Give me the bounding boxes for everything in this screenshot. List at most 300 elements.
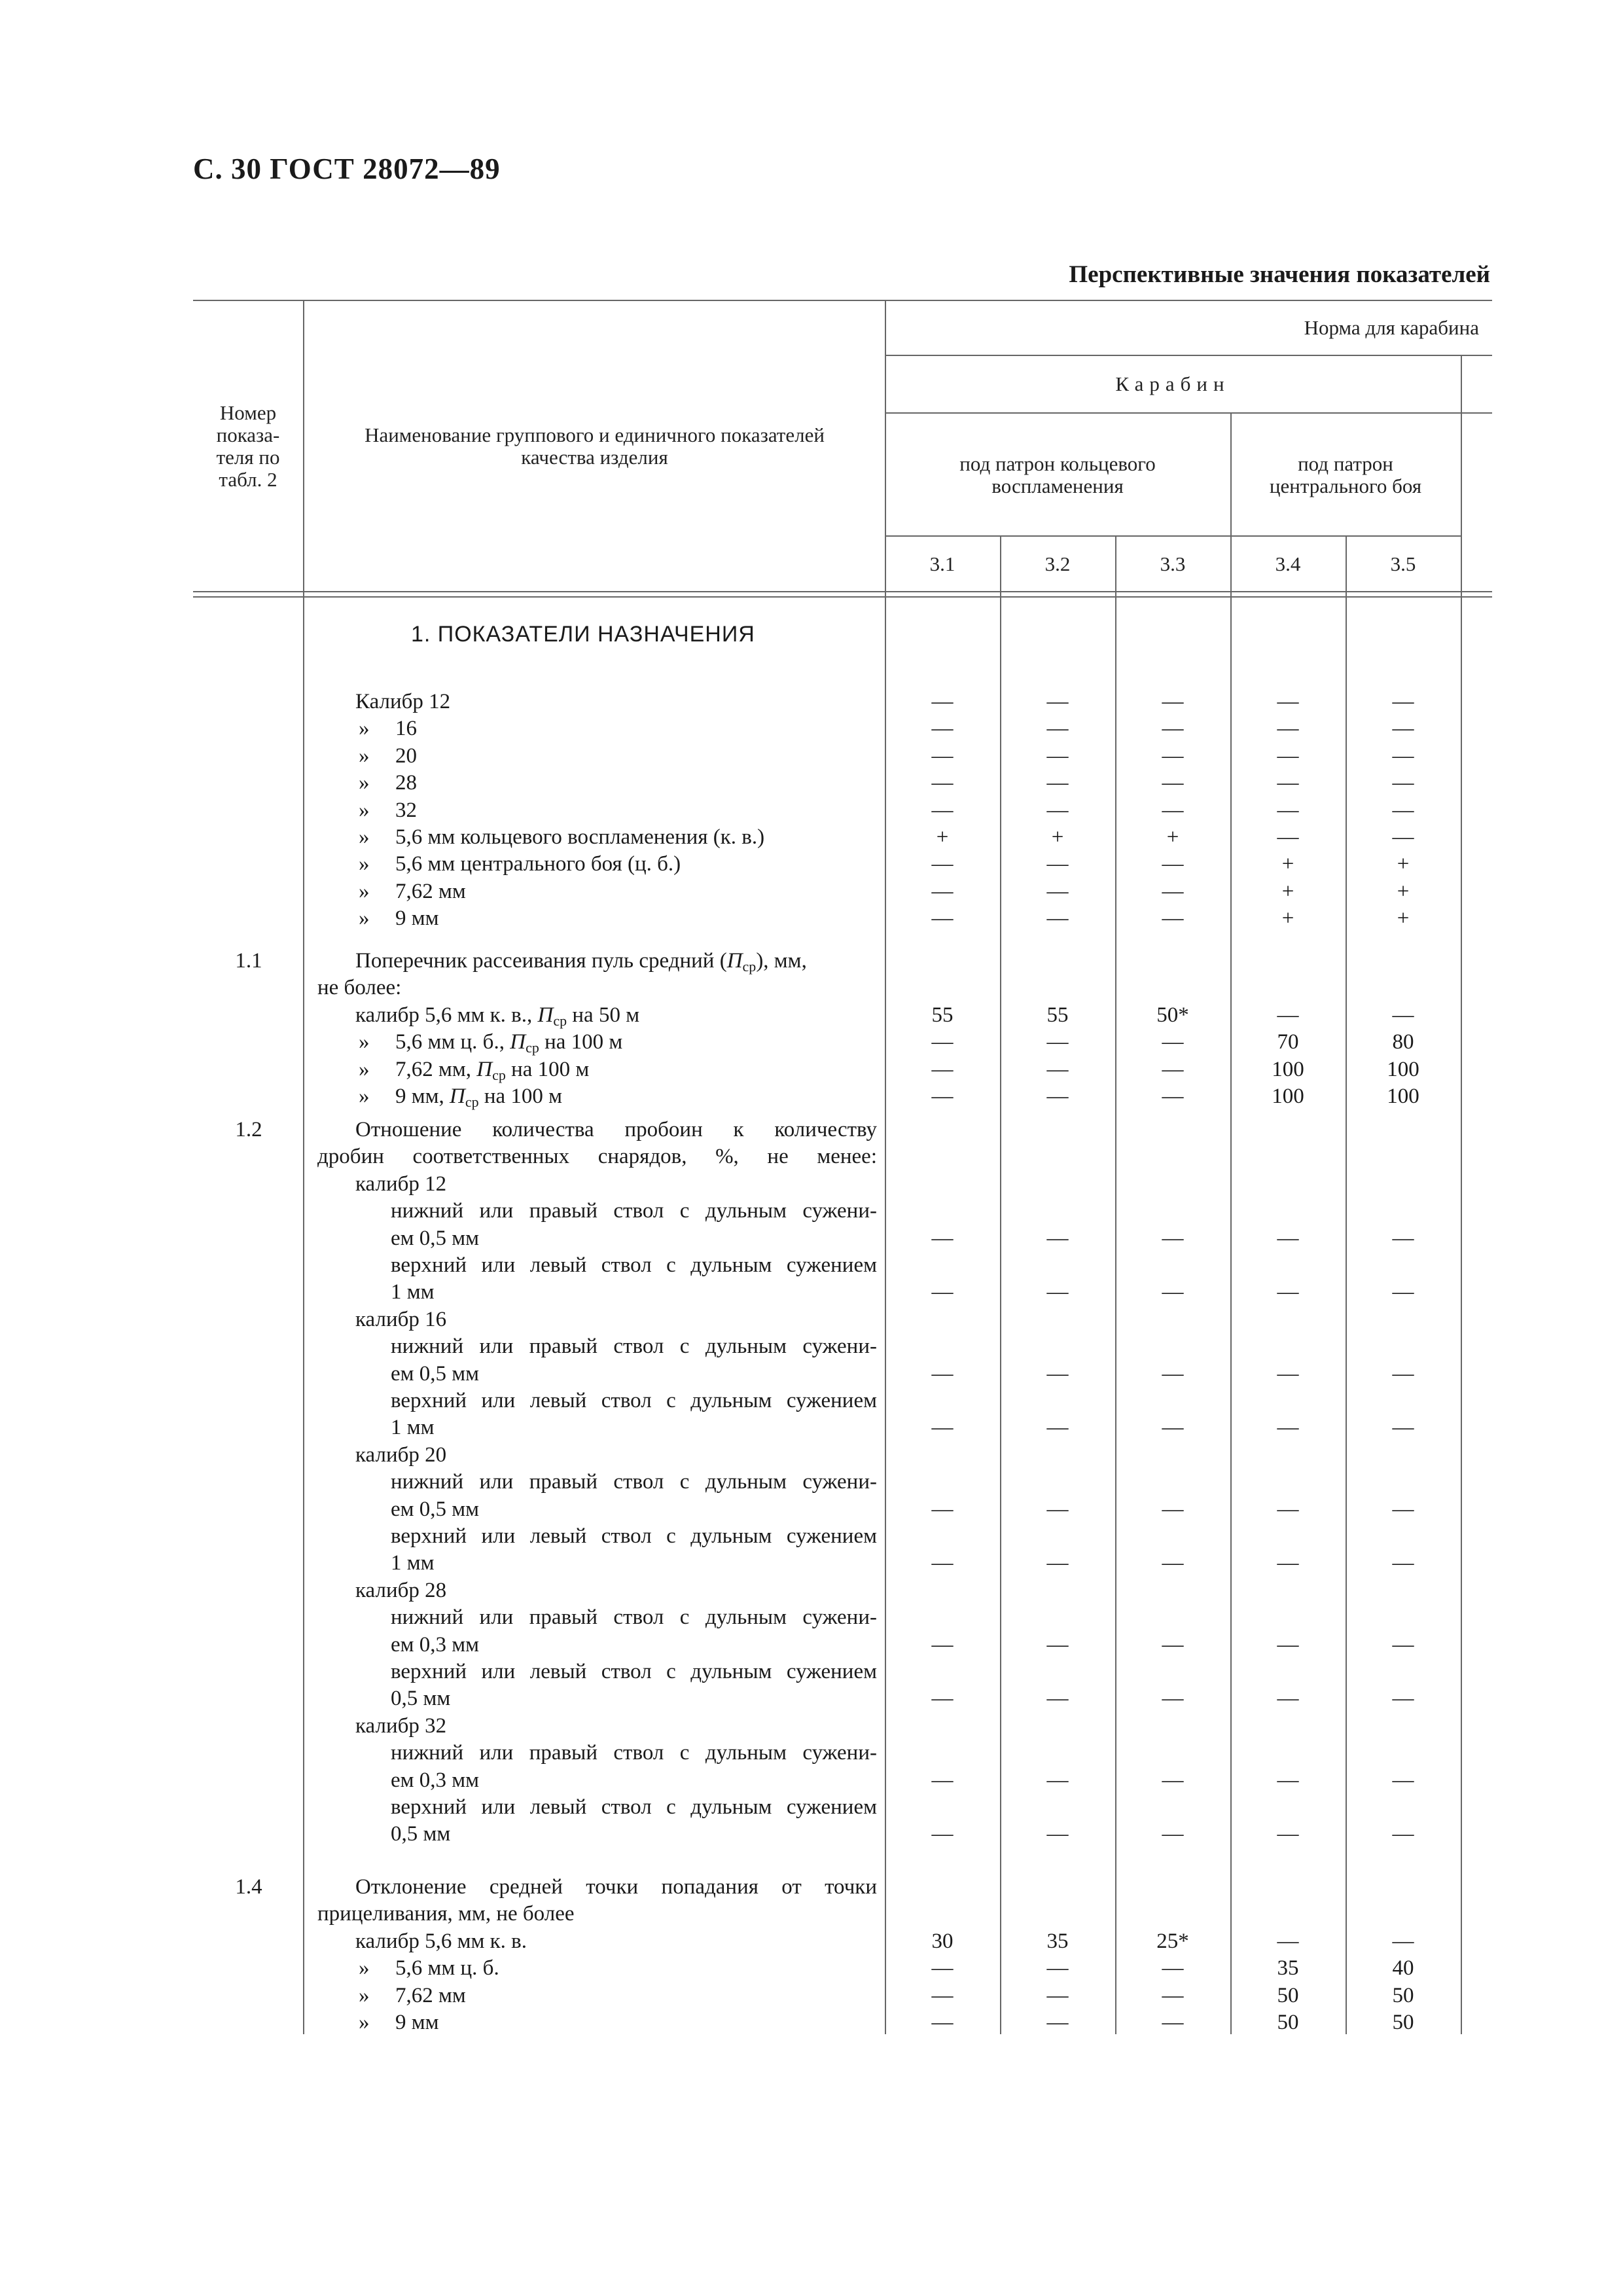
value-cell-3.3: — (1162, 1361, 1184, 1386)
indicator-name (353, 1056, 589, 1083)
value-cell-3.2: — (1046, 798, 1069, 822)
rule-norm-bottom (885, 355, 1492, 356)
value-cell-3.4: — (1277, 1929, 1299, 1953)
value-cell-3.1: 55 (931, 1003, 954, 1027)
ditto-mark: » (359, 744, 370, 768)
table-row (0, 1577, 1623, 1604)
table-row (0, 770, 1623, 797)
indicator-name (391, 1659, 877, 1685)
value-cell-3.3: 50* (1156, 1003, 1189, 1027)
table-row (0, 975, 1623, 1001)
value-cell-3.2: — (1046, 717, 1069, 741)
value-cell-3.2: 55 (1046, 1003, 1069, 1027)
indicator-name (355, 1577, 446, 1604)
value-cell-3.2: 35 (1046, 1929, 1069, 1953)
value-cell-3.5: 40 (1392, 1956, 1414, 1981)
value-cell-3.2: — (1046, 1497, 1069, 1521)
indicator-name (391, 1333, 877, 1360)
ditto-mark: » (359, 852, 370, 876)
table-row (0, 1632, 1623, 1659)
table-row (0, 1388, 1623, 1414)
value-cell-3.3: — (1162, 1983, 1184, 2007)
value-cell-3.3: — (1162, 798, 1184, 822)
indicator-text: верхний или левый ствол с дульным сужением (391, 1660, 877, 1683)
value-cell-3.5: — (1392, 717, 1414, 741)
value-cell-3.2: — (1046, 1361, 1069, 1386)
ditto-mark: » (359, 771, 370, 795)
indicator-name (353, 715, 417, 742)
value-cell-3.4: — (1277, 825, 1299, 849)
indicator-text: верхний или левый ствол с дульным сужением (391, 1524, 877, 1548)
indicator-name (355, 1117, 877, 1143)
value-cell-3.4: — (1277, 1687, 1299, 1711)
indicator-text: 9 мм (395, 2011, 439, 2034)
indicator-name (355, 948, 807, 975)
rule-top (193, 300, 1492, 301)
table-row (0, 1056, 1623, 1083)
indicator-name (391, 1361, 479, 1388)
indicator-name (353, 1955, 499, 1982)
value-cell-3.5: — (1392, 1280, 1414, 1304)
indicator-name (353, 878, 466, 905)
table-row (0, 1604, 1623, 1631)
value-cell-3.5: — (1392, 1929, 1414, 1953)
indicator-name (355, 1171, 446, 1198)
indicator-name (353, 797, 417, 824)
indicator-name (353, 770, 417, 797)
value-cell-3.5: — (1392, 1497, 1414, 1521)
rimfire-header: под патрон кольцевого воспламенения (959, 452, 1156, 497)
value-cell-3.1: — (931, 1030, 954, 1054)
value-cell-3.1: — (931, 906, 954, 931)
value-cell-3.5: — (1392, 1822, 1414, 1846)
value-cell-3.4: — (1277, 771, 1299, 795)
value-cell-3.4: — (1277, 1632, 1299, 1657)
indicator-text: 1 мм (391, 1280, 435, 1304)
indicator-text: Калибр 12 (355, 690, 451, 713)
value-cell-3.2: — (1046, 1956, 1069, 1981)
indicator-name (391, 1523, 877, 1550)
indicator-name (391, 1388, 877, 1414)
indicator-name (353, 905, 439, 932)
indicator-name (391, 1604, 877, 1631)
value-cell-3.3: — (1162, 1085, 1184, 1108)
indicator-name (391, 1632, 479, 1659)
indicator-name (353, 2009, 439, 2036)
table-row (0, 1117, 1623, 1143)
indicator-text: ем 0,5 мм (391, 1361, 480, 1386)
col-3-1: 3.1 (929, 552, 955, 575)
carbine-header: Карабин (1115, 372, 1230, 395)
value-cell-3.1: — (931, 690, 954, 713)
indicator-name (391, 1767, 479, 1794)
indicator-text: 5,6 мм ц. б. (395, 1956, 499, 1981)
table-row (0, 1982, 1623, 2009)
table-row (0, 1550, 1623, 1577)
col-3-5: 3.5 (1390, 552, 1416, 575)
value-cell-3.2: — (1046, 1551, 1069, 1575)
indicator-name (355, 1306, 446, 1333)
value-cell-3.4: — (1277, 717, 1299, 741)
value-cell-3.5: — (1392, 1768, 1414, 1792)
indicator-name (353, 1982, 466, 2009)
indicator-name (391, 1198, 877, 1225)
indicator-text: калибр 12 (355, 1172, 447, 1196)
indicator-name (355, 1713, 446, 1740)
value-cell-3.1: — (931, 1416, 954, 1440)
value-cell-3.2: — (1046, 771, 1069, 795)
indicator-text: 9 мм (395, 906, 439, 931)
indicator-name (391, 1225, 479, 1252)
value-cell-3.1: — (931, 798, 954, 822)
value-cell-3.3: — (1162, 1687, 1184, 1711)
value-cell-3.3: — (1162, 1226, 1184, 1250)
value-cell-3.1: — (931, 1687, 954, 1711)
indicator-text: нижний или правый ствол с дульным сужени- (391, 1335, 877, 1359)
value-cell-3.3: — (1162, 1030, 1184, 1054)
table-row (0, 797, 1623, 824)
indicator-text: 16 (395, 717, 417, 741)
value-cell-3.5: + (1397, 852, 1410, 876)
indicator-name (355, 689, 450, 715)
value-cell-3.4: + (1281, 879, 1294, 903)
indicator-name (391, 1414, 435, 1441)
rule-carbine-bottom (885, 412, 1492, 414)
value-cell-3.1: — (931, 1822, 954, 1846)
value-cell-3.4: — (1277, 1768, 1299, 1792)
value-cell-3.3: — (1162, 1632, 1184, 1657)
value-cell-3.4: — (1277, 1003, 1299, 1027)
indicator-text: 1 мм (391, 1416, 435, 1440)
indicator-text: калибр 5,6 мм к. в., $П_{ср}$ на 50 м (355, 1003, 640, 1029)
indicator-text: Отношение количества пробоин к количеству (355, 1118, 877, 1141)
value-cell-3.5: — (1392, 690, 1414, 713)
value-cell-3.5: — (1392, 798, 1414, 822)
table-row (0, 1198, 1623, 1225)
table-row (0, 1928, 1623, 1955)
rule-head-bottom-1 (193, 591, 1492, 592)
indicator-text: верхний или левый ствол с дульным сужением (391, 1795, 877, 1819)
norm-header: Норма для карабина (1304, 316, 1479, 339)
value-cell-3.2: — (1046, 1226, 1069, 1250)
value-cell-3.5: — (1392, 771, 1414, 795)
value-cell-3.3: — (1162, 1822, 1184, 1846)
value-cell-3.4: — (1277, 1822, 1299, 1846)
ditto-mark: » (359, 1956, 370, 1981)
value-cell-3.3: — (1162, 1551, 1184, 1575)
value-cell-3.4: — (1277, 1361, 1299, 1386)
table-row (0, 1713, 1623, 1740)
table-row (0, 1740, 1623, 1767)
value-cell-3.2: — (1046, 1085, 1069, 1108)
value-cell-3.4: 100 (1272, 1085, 1304, 1108)
indicator-name (391, 1550, 435, 1577)
indicator-text: нижний или правый ствол с дульным сужени- (391, 1199, 877, 1223)
indicator-name (391, 1469, 877, 1496)
rule-head-bottom-2 (193, 596, 1492, 598)
table-row (0, 1442, 1623, 1469)
table-row (0, 1361, 1623, 1388)
indicator-number: 1.4 (235, 1875, 262, 1899)
value-cell-3.1: — (931, 744, 954, 768)
indicator-name (353, 824, 764, 851)
value-cell-3.5: — (1392, 1416, 1414, 1440)
table-row (0, 1767, 1623, 1794)
value-cell-3.4: — (1277, 1551, 1299, 1575)
table-row (0, 851, 1623, 878)
value-cell-3.4: — (1277, 798, 1299, 822)
value-cell-3.5: — (1392, 825, 1414, 849)
table-row (0, 715, 1623, 742)
ditto-mark: » (359, 879, 370, 903)
table-row (0, 2009, 1623, 2036)
value-cell-3.1: — (931, 2011, 954, 2034)
indicator-text: калибр 5,6 мм к. в. (355, 1929, 527, 1953)
table-row (0, 1333, 1623, 1360)
table-row (0, 1002, 1623, 1029)
indicator-name (355, 1442, 446, 1469)
indicator-text: калибр 32 (355, 1713, 447, 1738)
value-cell-3.5: — (1392, 1361, 1414, 1386)
value-cell-3.4: 50 (1277, 1983, 1299, 2007)
value-cell-3.4: 100 (1272, 1057, 1304, 1081)
value-cell-3.4: + (1281, 906, 1294, 931)
table-row (0, 1523, 1623, 1550)
table-row (0, 1414, 1623, 1441)
value-cell-3.5: — (1392, 1003, 1414, 1027)
value-cell-3.2: — (1046, 1416, 1069, 1440)
value-cell-3.3: — (1162, 2011, 1184, 2034)
indicator-text: 5,6 мм центрального боя (ц. б.) (395, 852, 681, 876)
value-cell-3.4: — (1277, 1226, 1299, 1250)
value-cell-3.3: — (1162, 744, 1184, 768)
indicator-text: 5,6 мм ц. б., $П_{ср}$ на 100 м (395, 1030, 623, 1056)
ditto-mark: » (359, 1983, 370, 2007)
value-cell-3.5: + (1397, 906, 1410, 931)
indicator-number: 1.2 (235, 1118, 262, 1141)
value-cell-3.5: — (1392, 744, 1414, 768)
value-cell-3.2: — (1046, 879, 1069, 903)
value-cell-3.4: — (1277, 690, 1299, 713)
table-caption: Перспективные значения показателей (1069, 261, 1490, 288)
value-cell-3.1: — (931, 1085, 954, 1108)
indicator-name (353, 743, 417, 770)
table-row (0, 689, 1623, 715)
table-row (0, 743, 1623, 770)
value-cell-3.4: + (1281, 852, 1294, 876)
table-row (0, 1821, 1623, 1848)
value-cell-3.3: — (1162, 1416, 1184, 1440)
value-cell-3.1: — (931, 717, 954, 741)
indicator-text: Поперечник рассеивания пуль средний $(П_{ср})$, мм, (355, 949, 807, 975)
indicator-text: ем 0,3 мм (391, 1632, 480, 1657)
value-cell-3.2: — (1046, 690, 1069, 713)
value-cell-3.5: 100 (1387, 1085, 1419, 1108)
indicator-text: 1 мм (391, 1551, 435, 1575)
indicator-text: нижний или правый ствол с дульным сужени- (391, 1741, 877, 1765)
indicator-text: не более: (317, 976, 402, 1000)
rule-cartridge-bottom (885, 535, 1461, 537)
value-cell-3.1: — (931, 771, 954, 795)
indicator-name (317, 1901, 575, 1928)
indicator-text: 7,62 мм, $П_{ср}$ на 100 м (395, 1057, 590, 1083)
ditto-mark: » (359, 798, 370, 822)
value-cell-3.1: — (931, 1361, 954, 1386)
value-cell-3.2: — (1046, 1822, 1069, 1846)
value-cell-3.4: 70 (1277, 1030, 1299, 1054)
indicator-name (355, 1002, 639, 1029)
indicator-text: прицеливания, мм, не более (317, 1902, 575, 1926)
indicator-text: 7,62 мм (395, 1983, 466, 2007)
table-row (0, 948, 1623, 975)
ditto-mark: » (359, 825, 370, 849)
value-cell-3.1: — (931, 1057, 954, 1081)
indicator-text: 20 (395, 744, 417, 768)
table-row (0, 1874, 1623, 1901)
value-cell-3.5: — (1392, 1687, 1414, 1711)
value-cell-3.1: — (931, 1632, 954, 1657)
value-cell-3.2: — (1046, 1687, 1069, 1711)
table-row (0, 1794, 1623, 1821)
value-cell-3.5: — (1392, 1551, 1414, 1575)
indicator-name (353, 1029, 622, 1056)
value-cell-3.1: — (931, 852, 954, 876)
value-cell-3.5: — (1392, 1632, 1414, 1657)
indicator-text: нижний или правый ствол с дульным сужени- (391, 1605, 877, 1630)
value-cell-3.3: — (1162, 771, 1184, 795)
value-cell-3.1: + (936, 825, 949, 849)
indicator-name (391, 1821, 450, 1848)
table-row (0, 824, 1623, 851)
indicator-text: 0,5 мм (391, 1687, 451, 1711)
col-num-header: Номер показа- теля по табл. 2 (216, 401, 280, 491)
table-row (0, 1083, 1623, 1110)
value-cell-3.4: — (1277, 1280, 1299, 1304)
value-cell-3.5: 100 (1387, 1057, 1419, 1081)
indicator-name (391, 1252, 877, 1279)
value-cell-3.2: — (1046, 1632, 1069, 1657)
indicator-name (317, 975, 401, 1001)
value-cell-3.5: 80 (1392, 1030, 1414, 1054)
page-header: С. 30 ГОСТ 28072—89 (193, 152, 501, 185)
value-cell-3.4: 50 (1277, 2011, 1299, 2034)
indicator-text: дробин соответственных снарядов, %, не менее: (317, 1145, 877, 1169)
table-row (0, 1901, 1623, 1928)
col-3-3: 3.3 (1160, 552, 1186, 575)
ditto-mark: » (359, 717, 370, 741)
table-row (0, 1306, 1623, 1333)
indicator-text: калибр 20 (355, 1443, 447, 1467)
value-cell-3.3: — (1162, 1497, 1184, 1521)
ditto-mark: » (359, 1085, 370, 1108)
indicator-name (355, 1874, 877, 1901)
value-cell-3.5: — (1392, 1226, 1414, 1250)
value-cell-3.1: — (931, 1956, 954, 1981)
table-row (0, 1685, 1623, 1712)
table-row (0, 905, 1623, 932)
indicator-text: Отклонение средней точки попадания от точки (355, 1875, 877, 1899)
value-cell-3.1: — (931, 1983, 954, 2007)
value-cell-3.3: — (1162, 1768, 1184, 1792)
value-cell-3.5: 50 (1392, 2011, 1414, 2034)
ditto-mark: » (359, 1030, 370, 1054)
table-row (0, 1029, 1623, 1056)
value-cell-3.5: + (1397, 879, 1410, 903)
ditto-mark: » (359, 1057, 370, 1081)
value-cell-3.2: — (1046, 852, 1069, 876)
table-row (0, 878, 1623, 905)
indicator-text: верхний или левый ствол с дульным сужением (391, 1253, 877, 1277)
value-cell-3.3: 25* (1156, 1929, 1189, 1953)
value-cell-3.1: — (931, 1768, 954, 1792)
indicator-text: 7,62 мм (395, 879, 466, 903)
value-cell-3.2: — (1046, 1057, 1069, 1081)
value-cell-3.3: — (1162, 1057, 1184, 1081)
value-cell-3.2: — (1046, 1280, 1069, 1304)
indicator-text: 0,5 мм (391, 1822, 451, 1846)
value-cell-3.2: — (1046, 906, 1069, 931)
indicator-text: ем 0,3 мм (391, 1768, 480, 1792)
value-cell-3.2: — (1046, 2011, 1069, 2034)
value-cell-3.3: — (1162, 1280, 1184, 1304)
indicator-text: калибр 28 (355, 1578, 447, 1602)
table-row (0, 1143, 1623, 1170)
indicator-name (355, 1928, 527, 1955)
section-title: 1. ПОКАЗАТЕЛИ НАЗНАЧЕНИЯ (411, 622, 755, 647)
indicator-text: нижний или правый ствол с дульным сужени- (391, 1470, 877, 1494)
value-cell-3.3: — (1162, 852, 1184, 876)
centerfire-header: под патрон центрального боя (1269, 452, 1422, 497)
indicator-text: ем 0,5 мм (391, 1497, 480, 1521)
ditto-mark: » (359, 2011, 370, 2034)
table-row (0, 1252, 1623, 1279)
indicator-name (391, 1279, 435, 1306)
value-cell-3.3: + (1166, 825, 1179, 849)
value-cell-3.4: 35 (1277, 1956, 1299, 1981)
value-cell-3.1: — (931, 879, 954, 903)
value-cell-3.3: — (1162, 879, 1184, 903)
indicator-number: 1.1 (235, 949, 262, 973)
value-cell-3.2: — (1046, 744, 1069, 768)
indicator-name (391, 1685, 450, 1712)
table-row (0, 1955, 1623, 1982)
value-cell-3.3: — (1162, 690, 1184, 713)
value-cell-3.2: + (1051, 825, 1064, 849)
indicator-name (317, 1143, 877, 1170)
indicator-text: 5,6 мм кольцевого воспламенения (к. в.) (395, 825, 765, 849)
table-row (0, 1496, 1623, 1523)
value-cell-3.3: — (1162, 906, 1184, 931)
value-cell-3.1: — (931, 1551, 954, 1575)
value-cell-3.2: — (1046, 1030, 1069, 1054)
value-cell-3.3: — (1162, 1956, 1184, 1981)
indicator-text: ем 0,5 мм (391, 1226, 480, 1250)
value-cell-3.2: — (1046, 1768, 1069, 1792)
indicator-name (391, 1794, 877, 1821)
indicator-name (391, 1740, 877, 1767)
indicator-text: 9 мм, $П_{ср}$ на 100 м (395, 1085, 563, 1110)
value-cell-3.1: — (931, 1226, 954, 1250)
table-row (0, 1659, 1623, 1685)
indicator-text: верхний или левый ствол с дульным сужением (391, 1389, 877, 1412)
table-row (0, 1171, 1623, 1198)
indicator-name (391, 1496, 479, 1523)
table-row (0, 1225, 1623, 1252)
value-cell-3.1: 30 (931, 1929, 954, 1953)
table-row (0, 1279, 1623, 1306)
table-row (0, 1469, 1623, 1496)
value-cell-3.4: — (1277, 1497, 1299, 1521)
